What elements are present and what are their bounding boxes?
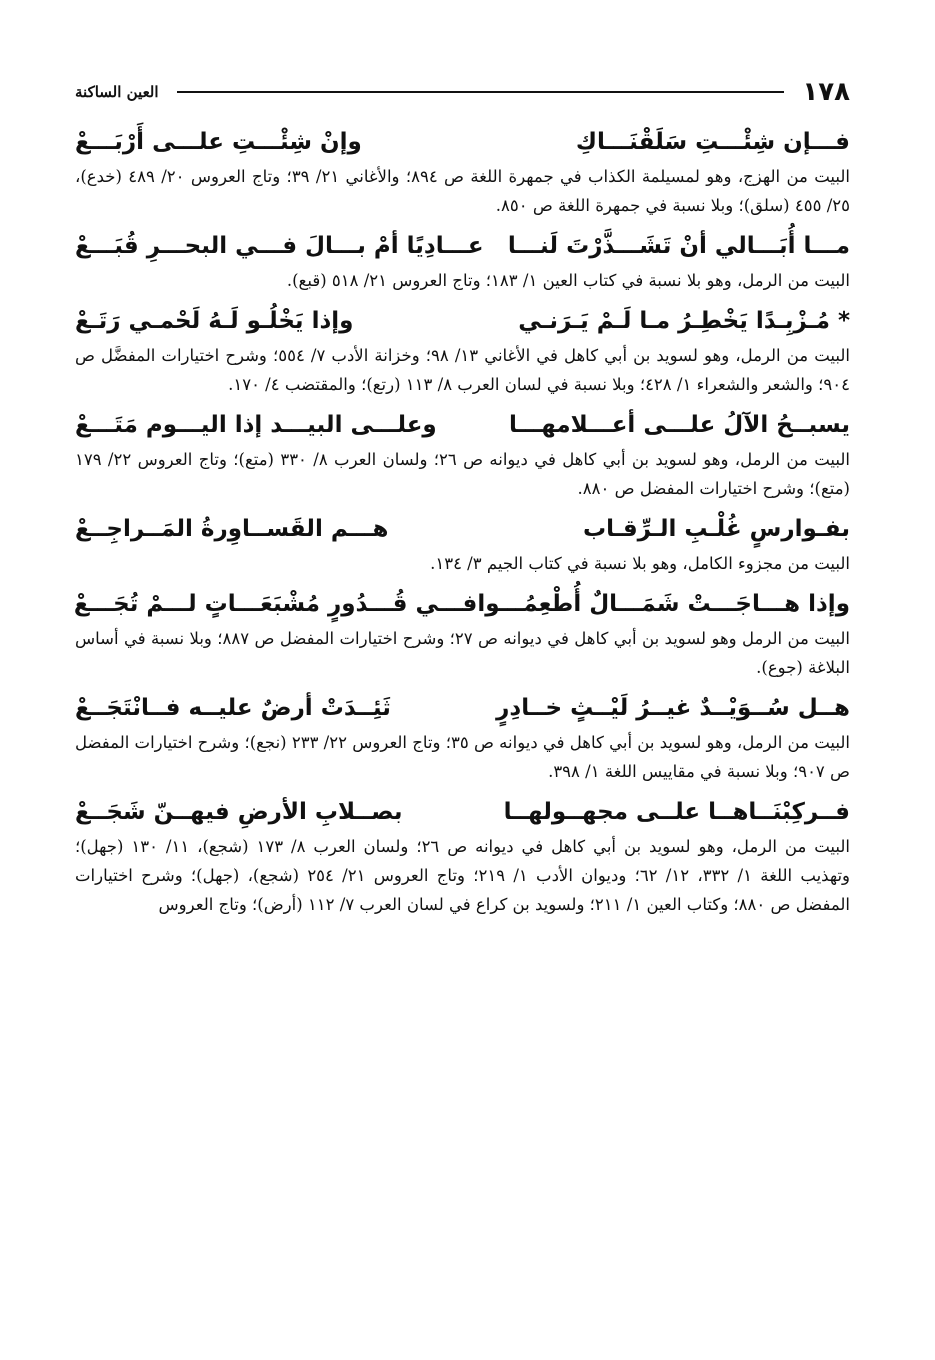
verse-line bbox=[75, 405, 850, 445]
verse-note: البيت من الرمل وهو لسويد بن أبي كاهل في ديوانه ص ٢٧؛ وشرح اختيارات المفضل ص ٨٨٧؛ وبلا نسبة في أساس البلاغة (جوع). bbox=[75, 629, 850, 677]
entry-6 bbox=[75, 584, 850, 682]
verse-second-hemistich: عـــادِيًا أمْ بـــالَ فـــي البحـــرِ قُبَـــعْ bbox=[75, 233, 484, 259]
verse-second-hemistich: ثَئِــدَتْ أرضٌ عليــه فــانْتَجَــعْ bbox=[75, 695, 391, 721]
verse-first-hemistich: * مُـزْبِـدًا يَخْطِـرُ مـا لَـمْ يَـرَنـي bbox=[518, 308, 850, 334]
verse-line bbox=[75, 509, 850, 549]
page-number: ١٧٨ bbox=[802, 77, 850, 107]
entry-8 bbox=[75, 792, 850, 919]
verse-first-hemistich: يسبــحُ الآلُ علـــى أعـــلامهـــا bbox=[509, 412, 850, 438]
entry-1 bbox=[75, 122, 850, 220]
verse-first-hemistich: بفـوارسٍ غُلْـبِ الـرِّقـاب bbox=[582, 516, 850, 542]
entry-5 bbox=[75, 509, 850, 578]
verse-first-hemistich: هــل سُــوَيْــدٌ غيــرُ لَيْــثٍ خــادِرٍ bbox=[496, 695, 850, 721]
verse-note: البيت من الرمل، وهو لسويد بن أبي كاهل في ديوانه ص ٢٦؛ ولسان العرب ٨/ ٣٣٠ (متع)؛ وتاج العروس ٢٢/ ١٧٩ (متع)؛ وشرح اختيارات المفضل ص ٨٨٠. bbox=[75, 450, 850, 498]
page-header bbox=[75, 78, 850, 106]
verse-note: البيت من الرمل، وهو لسويد بن أبي كاهل في الأغاني ١٣/ ٩٨؛ وخزانة الأدب ٧/ ٥٥٤؛ وشرح اختيارات المفضَّل ص ٩٠٤؛ والشعر والشعراء ١/ ٤٢٨؛ وبلا نسبة في لسان العرب ٨/ ١١٣ (رتع)؛ والمقتضب ٤/ ١٧٠. bbox=[75, 346, 850, 394]
verse-note: البيت من الرمل، وهو لسويد بن أبي كاهل في ديوانه ص ٣٥؛ وتاج العروس ٢٢/ ٢٣٣ (نجع)؛ وشرح اختيارات المفضل ص ٩٠٧؛ وبلا نسبة في مقاييس اللغة ١/ ٣٩٨. bbox=[75, 733, 850, 781]
verse-first-hemistich: فـــإن شِئْـــتِ سَلَقْنَـــاكِ bbox=[575, 129, 850, 155]
header-rule bbox=[177, 91, 785, 93]
verse-line bbox=[75, 122, 850, 162]
verse-second-hemistich: وإنْ شِئْـــتِ علـــى أَرْبَـــعْ bbox=[75, 129, 362, 155]
entry-3 bbox=[75, 301, 850, 399]
verse-note: البيت من الرمل، وهو بلا نسبة في كتاب العين ١/ ١٨٣؛ وتاج العروس ٢١/ ٥١٨ (قبع). bbox=[286, 271, 850, 290]
verse-line bbox=[75, 584, 850, 624]
verse-line bbox=[75, 688, 850, 728]
verse-first-hemistich: مـــا أُبَـــالي أنْ تَشَـــذَّرْتَ لَنـــا bbox=[507, 233, 850, 259]
verse-second-hemistich: وعلـــى البيـــد إذا اليـــوم مَتَـــعْ bbox=[75, 412, 437, 438]
verse-second-hemistich: هـــم القَســاوِرةُ المَــراجِــعْ bbox=[75, 516, 389, 542]
verse-note: البيت من مجزوء الكامل، وهو بلا نسبة في كتاب الجيم ٣/ ١٣٤. bbox=[430, 554, 850, 573]
verse-first-hemistich: وإذا هـــاجَـــتْ شَمَـــالٌ أُطْعِمُـــوا bbox=[477, 591, 850, 617]
entry-2 bbox=[75, 226, 850, 295]
verse-second-hemistich: فـــي قُـــدُورٍ مُشْبَعَـــاتٍ لـــمْ تُجَـــعْ bbox=[73, 591, 478, 617]
verse-line bbox=[75, 792, 850, 832]
verse-first-hemistich: فــركِبْنَــاهــا علــى مجهــولهــا bbox=[503, 799, 850, 825]
verse-second-hemistich: وإذا يَخْلُـو لَـهُ لَحْمـي رَتَـعْ bbox=[75, 308, 354, 334]
verse-note: البيت من الرمل، وهو لسويد بن أبي كاهل في ديوانه ص ٢٦؛ ولسان العرب ٨/ ١٧٣ (شجع)، ١١/ ١٣٠ (جهل)؛ وتهذيب اللغة ١/ ٣٣٢، ١٢/ ٦٢؛ وديوان الأدب ١/ ٢١٩؛ وتاج العروس ٢١/ ٢٥٤ (شجع)، (جهل)؛ وشرح اختيارات المفضل ص ٨٨٠؛ وكتاب العين ١/ ٢١١؛ ولسويد بن كراع في لسان العرب ٧/ ١١٢ (أرض)؛ وتاج العروس bbox=[75, 837, 851, 914]
verse-note: البيت من الهزج، وهو لمسيلمة الكذاب في جمهرة اللغة ص ٨٩٤؛ والأغاني ٢١/ ٣٩؛ وتاج العروس ٢٠/ ٤٨٩ (خدع)، ٢٥/ ٤٥٥ (سلق)؛ وبلا نسبة في جمهرة اللغة ص ٨٥٠. bbox=[75, 167, 850, 215]
verse-line bbox=[75, 226, 850, 266]
entry-7 bbox=[75, 688, 850, 786]
verse-second-hemistich: بصــلابِ الأرضِ فيهــنّ شَجَــعْ bbox=[75, 799, 403, 825]
verse-line bbox=[75, 301, 850, 341]
entry-4 bbox=[75, 405, 850, 503]
running-title: العين الساكنة bbox=[75, 83, 159, 101]
